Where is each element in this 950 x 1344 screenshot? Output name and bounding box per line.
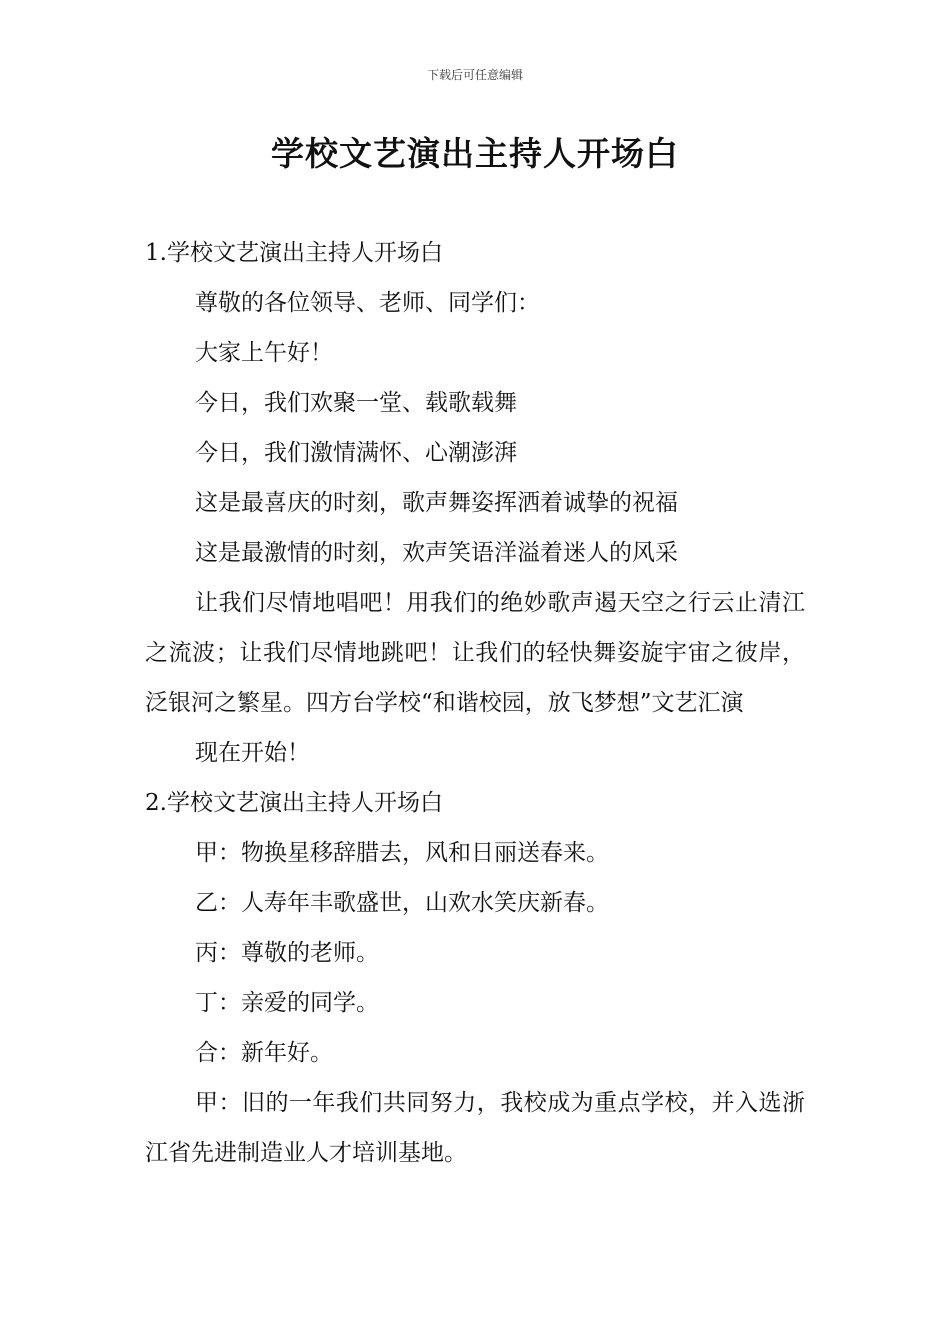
section-1-line: 今日，我们欢聚一堂、载歌载舞 xyxy=(195,390,517,416)
section-1-line: 大家上午好！ xyxy=(195,340,333,366)
header-note: 下载后可任意编辑 xyxy=(426,68,523,82)
section-2-paragraph: 甲：旧的一年我们共同努力，我校成为重点学校，并入选浙江省先进制造业人才培训基地。 xyxy=(145,1090,805,1166)
section-2-line: 合：新年好。 xyxy=(195,1040,333,1066)
section-1-line: 尊敬的各位领导、老师、同学们： xyxy=(195,290,540,316)
section-2-heading: 2.学校文艺演出主持人开场白 xyxy=(145,790,443,816)
document-body xyxy=(145,228,805,1178)
section-1-line: 今日，我们激情满怀、心潮澎湃 xyxy=(195,440,517,466)
section-2-line: 丙：尊敬的老师。 xyxy=(195,940,379,966)
section-2-line: 丁：亲爱的同学。 xyxy=(195,990,379,1016)
section-1-closing: 现在开始！ xyxy=(195,740,310,766)
section-2-line: 乙：人寿年丰歌盛世，山欢水笑庆新春。 xyxy=(195,890,609,916)
section-1-line: 这是最喜庆的时刻，歌声舞姿挥洒着诚挚的祝福 xyxy=(195,490,678,516)
section-1-paragraph: 让我们尽情地唱吧！用我们的绝妙歌声遏天空之行云止清江之流波；让我们尽情地跳吧！让我们的轻快舞姿旋宇宙之彼岸，泛银河之繁星。四方台学校“和谐校园，放飞梦想”文艺汇演 xyxy=(145,590,805,716)
section-1-line: 这是最激情的时刻，欢声笑语洋溢着迷人的风采 xyxy=(195,540,678,566)
section-1-heading: 1.学校文艺演出主持人开场白 xyxy=(145,240,443,266)
section-2-line: 甲：物换星移辞腊去，风和日丽送春来。 xyxy=(195,840,609,866)
document-title: 学校文艺演出主持人开场白 xyxy=(271,134,679,173)
